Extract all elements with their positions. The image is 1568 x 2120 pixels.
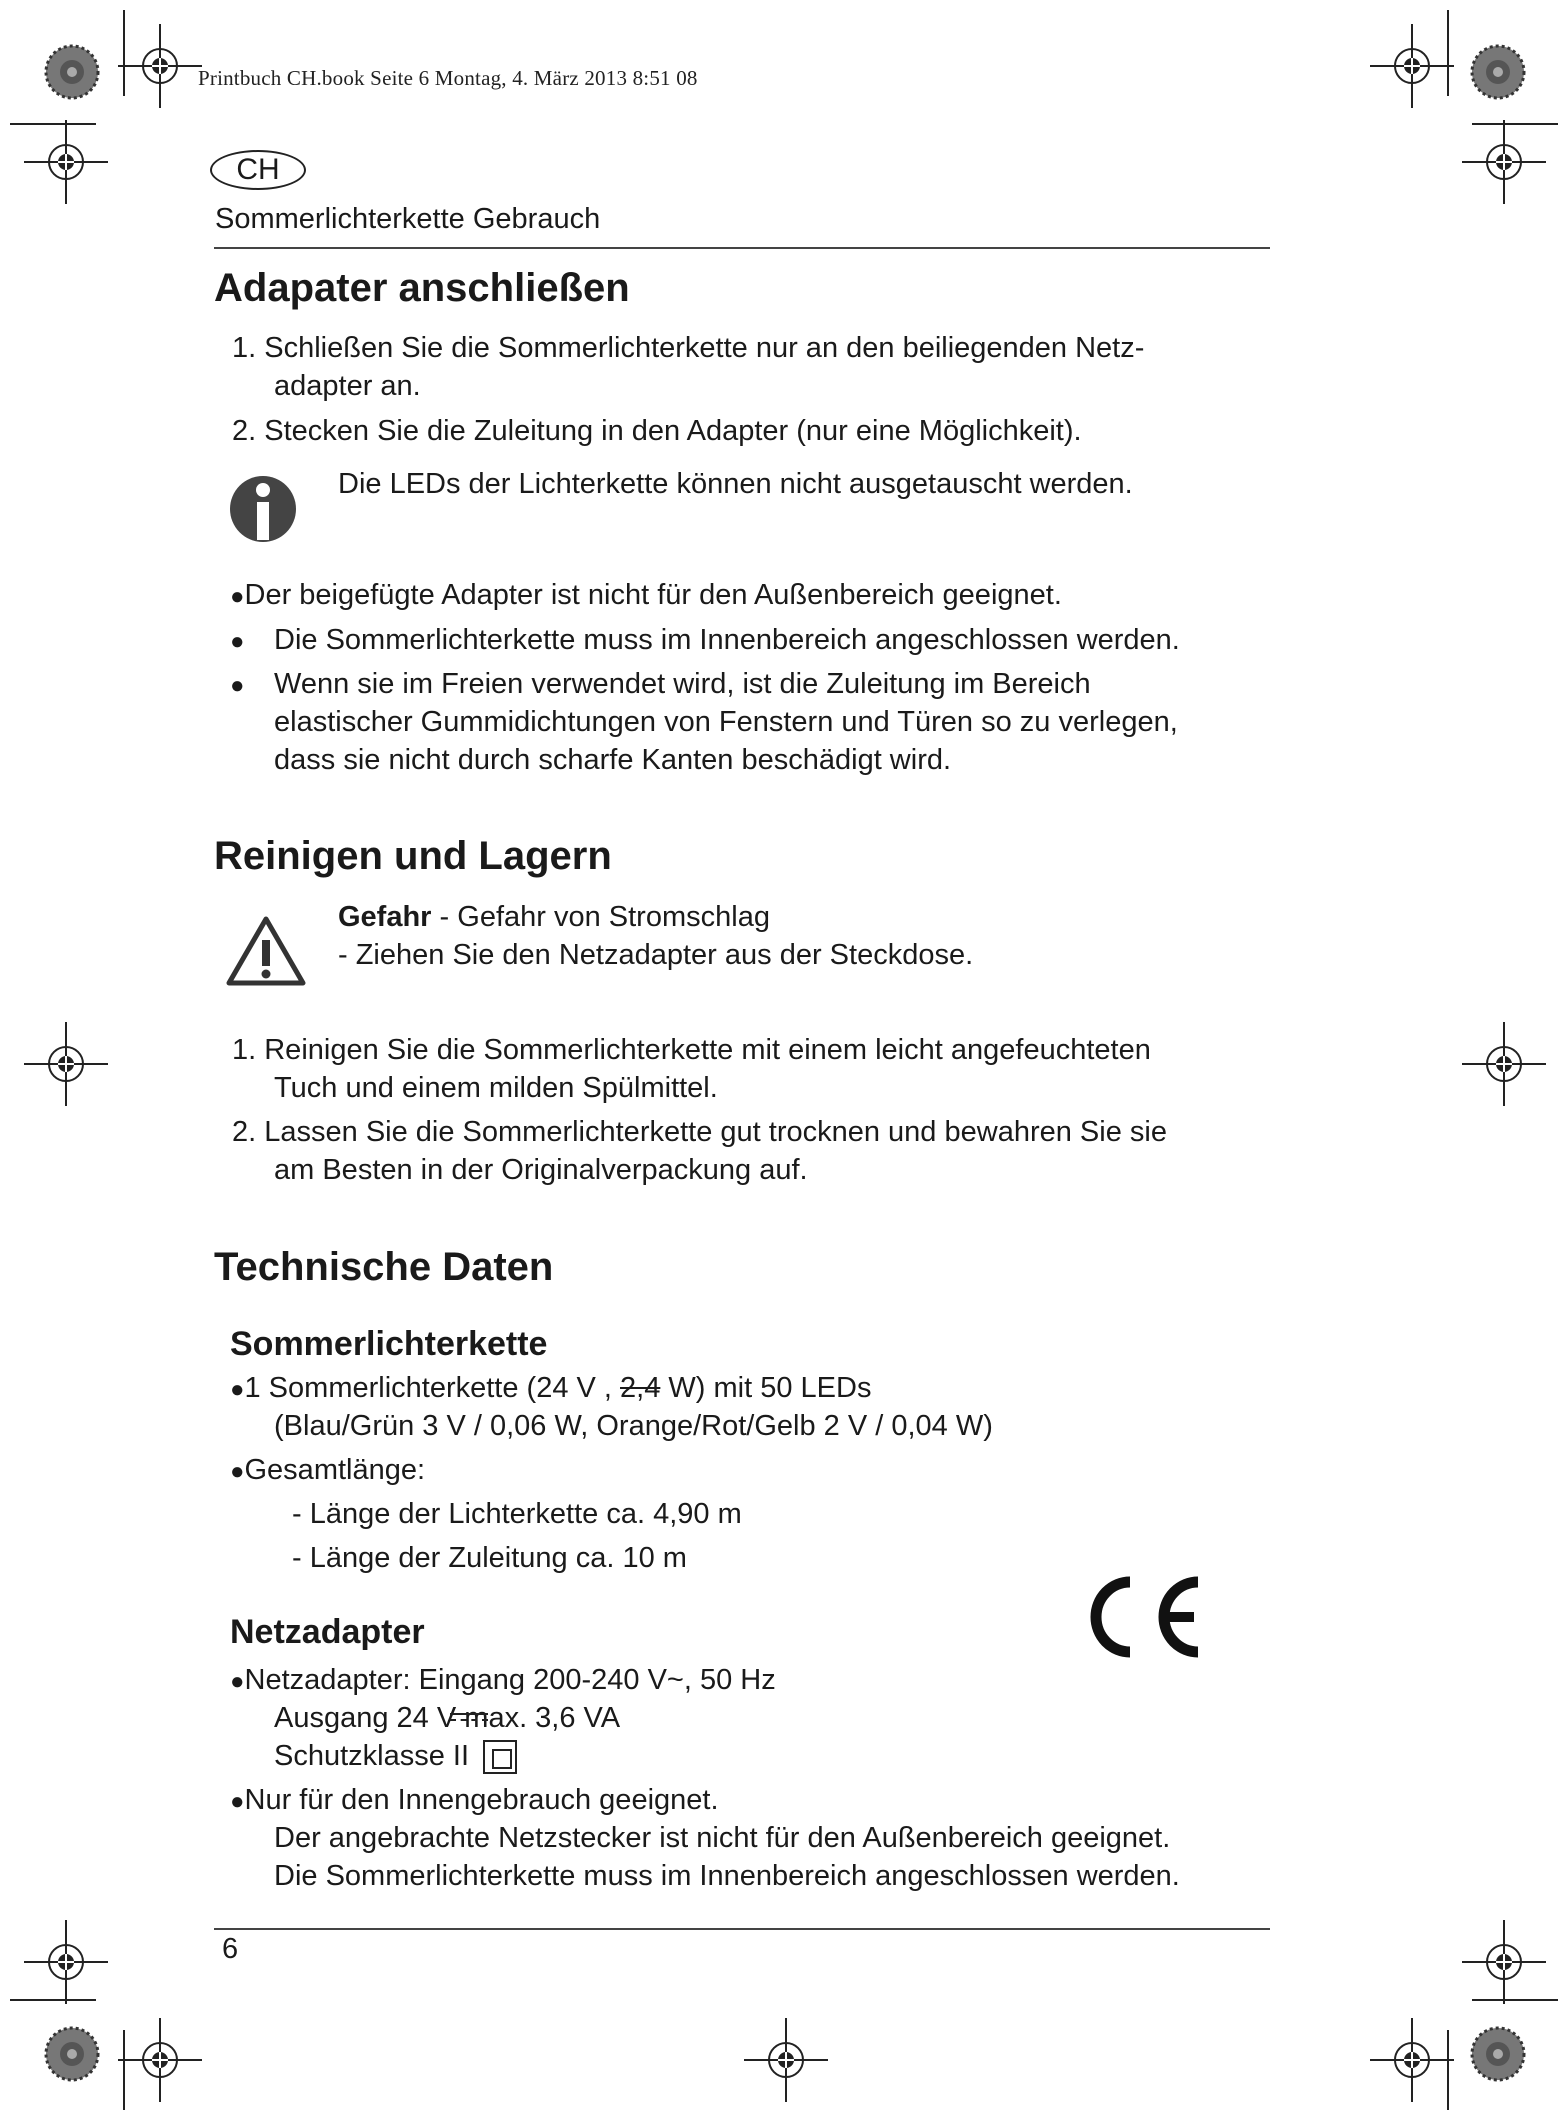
- cleaning-step-1-cont: Tuch und einem milden Spülmittel.: [274, 1072, 718, 1104]
- country-badge: CH: [210, 150, 306, 190]
- adapter-step-2: 2. Stecken Sie die Zuleitung in den Adapter (nur eine Möglichkeit).: [232, 415, 1082, 447]
- chain-line-1: [230, 1370, 871, 1408]
- warning-line-2: - Ziehen Sie den Netzadapter aus der Steckdose.: [338, 939, 974, 971]
- warning-line-1: [338, 899, 770, 935]
- adapter-input: [230, 1662, 776, 1700]
- chain-line-1-b: W) mit 50 LEDs: [660, 1372, 872, 1404]
- adapter-heading: Adapater anschließen: [214, 266, 630, 310]
- adapter-bullet-3-text-1: Wenn sie im Freien verwendet wird, ist die Zuleitung im Bereich: [274, 668, 1091, 700]
- indoor-use-text: Nur für den Innengebrauch geeignet.: [244, 1784, 719, 1816]
- adapter-bullet-3: [230, 666, 245, 704]
- adapter-bullet-3-text-3: dass sie nicht durch scharfe Kanten beschädigt wird.: [274, 744, 952, 776]
- adapter-output-b: ax. 3,6 VA: [488, 1702, 621, 1734]
- indoor-use: [230, 1782, 719, 1820]
- bullet-dot: ●: [230, 1668, 245, 1695]
- chain-subheading: Sommerlichterkette: [230, 1325, 548, 1363]
- chain-line-2: (Blau/Grün 3 V / 0,06 W, Orange/Rot/Gelb 2 V / 0,04 W): [274, 1410, 993, 1442]
- cleaning-heading: Reinigen und Lagern: [214, 834, 612, 878]
- cleaning-step-2-cont: am Besten in der Originalverpackung auf.: [274, 1154, 808, 1186]
- dc-symbol-icon: [464, 1700, 488, 1736]
- bullet-dot: ●: [230, 1376, 245, 1403]
- chain-line-1-a: 1 Sommerlichterkette (24 V ,: [244, 1372, 621, 1404]
- page-number: 6: [222, 1933, 239, 1965]
- ce-mark-icon: [1082, 1572, 1202, 1662]
- adapter-bullet-1-text: Der beigefügte Adapter ist nicht für den Außenbereich geeignet.: [244, 579, 1062, 611]
- adapter-bullet-3-text-2: elastischer Gummidichtungen von Fenstern und Türen so zu verlegen,: [274, 706, 1178, 738]
- cleaning-step-1: 1. Reinigen Sie die Sommerlichterkette mit einem leicht angefeuchteten: [232, 1034, 1151, 1066]
- adapter-protection: [274, 1738, 517, 1774]
- adapter-subheading: Netzadapter: [230, 1613, 425, 1651]
- protection-inner-square: [492, 1749, 512, 1769]
- bullet-dot: ●: [230, 1788, 245, 1815]
- bullet-dot: ●: [230, 583, 245, 610]
- header-rule: [214, 247, 1270, 249]
- protection-text: Schutzklasse II: [274, 1740, 470, 1772]
- adapter-step-1: 1. Schließen Sie die Sommerlichterkette nur an den beiliegenden Netz-: [232, 332, 1145, 364]
- bullet-dot: ●: [230, 1458, 245, 1485]
- adapter-output-m: m: [464, 1702, 489, 1734]
- chain-watt: 2,4: [620, 1372, 661, 1404]
- indoor-use-2: Der angebrachte Netzstecker ist nicht für den Außenbereich geeignet.: [274, 1822, 1171, 1854]
- adapter-output: [274, 1700, 620, 1736]
- adapter-bullet-1: [230, 577, 1062, 615]
- adapter-bullet-2: [230, 622, 245, 660]
- adapter-output-a: Ausgang 24 V: [274, 1702, 465, 1734]
- length-chain: - Länge der Lichterkette ca. 4,90 m: [292, 1498, 742, 1530]
- cleaning-step-2: 2. Lassen Sie die Sommerlichterkette gut trocknen und bewahren Sie sie: [232, 1116, 1167, 1148]
- warning-danger-label: Gefahr: [338, 901, 432, 933]
- tech-heading: Technische Daten: [214, 1245, 554, 1289]
- print-header: Printbuch CH.book Seite 6 Montag, 4. März 2013 8:51 08: [198, 66, 698, 90]
- protection-class-ii-icon: [483, 1740, 517, 1774]
- warning-icon: [226, 916, 306, 986]
- section-label: Sommerlichterkette Gebrauch: [215, 203, 601, 235]
- length-cable: - Länge der Zuleitung ca. 10 m: [292, 1542, 687, 1574]
- total-length-label: Gesamtlänge:: [244, 1454, 426, 1486]
- adapter-input-text: Netzadapter: Eingang 200-240 V~, 50 Hz: [244, 1664, 776, 1696]
- info-note: Die LEDs der Lichterkette können nicht ausgetauscht werden.: [338, 468, 1133, 500]
- total-length: [230, 1452, 425, 1490]
- adapter-bullet-2-text: Die Sommerlichterkette muss im Innenbereich angeschlossen werden.: [274, 624, 1180, 656]
- bullet-dot: ●: [230, 628, 245, 655]
- footer-rule: [214, 1928, 1270, 1930]
- warning-danger-text: - Gefahr von Stromschlag: [431, 901, 770, 933]
- info-icon: [228, 474, 298, 544]
- dc-dash-icon: [450, 1719, 488, 1721]
- indoor-use-3: Die Sommerlichterkette muss im Innenbereich angeschlossen werden.: [274, 1860, 1180, 1892]
- dc-line-icon: [450, 1713, 488, 1715]
- adapter-step-1-cont: adapter an.: [274, 370, 421, 402]
- bullet-dot: ●: [230, 672, 245, 699]
